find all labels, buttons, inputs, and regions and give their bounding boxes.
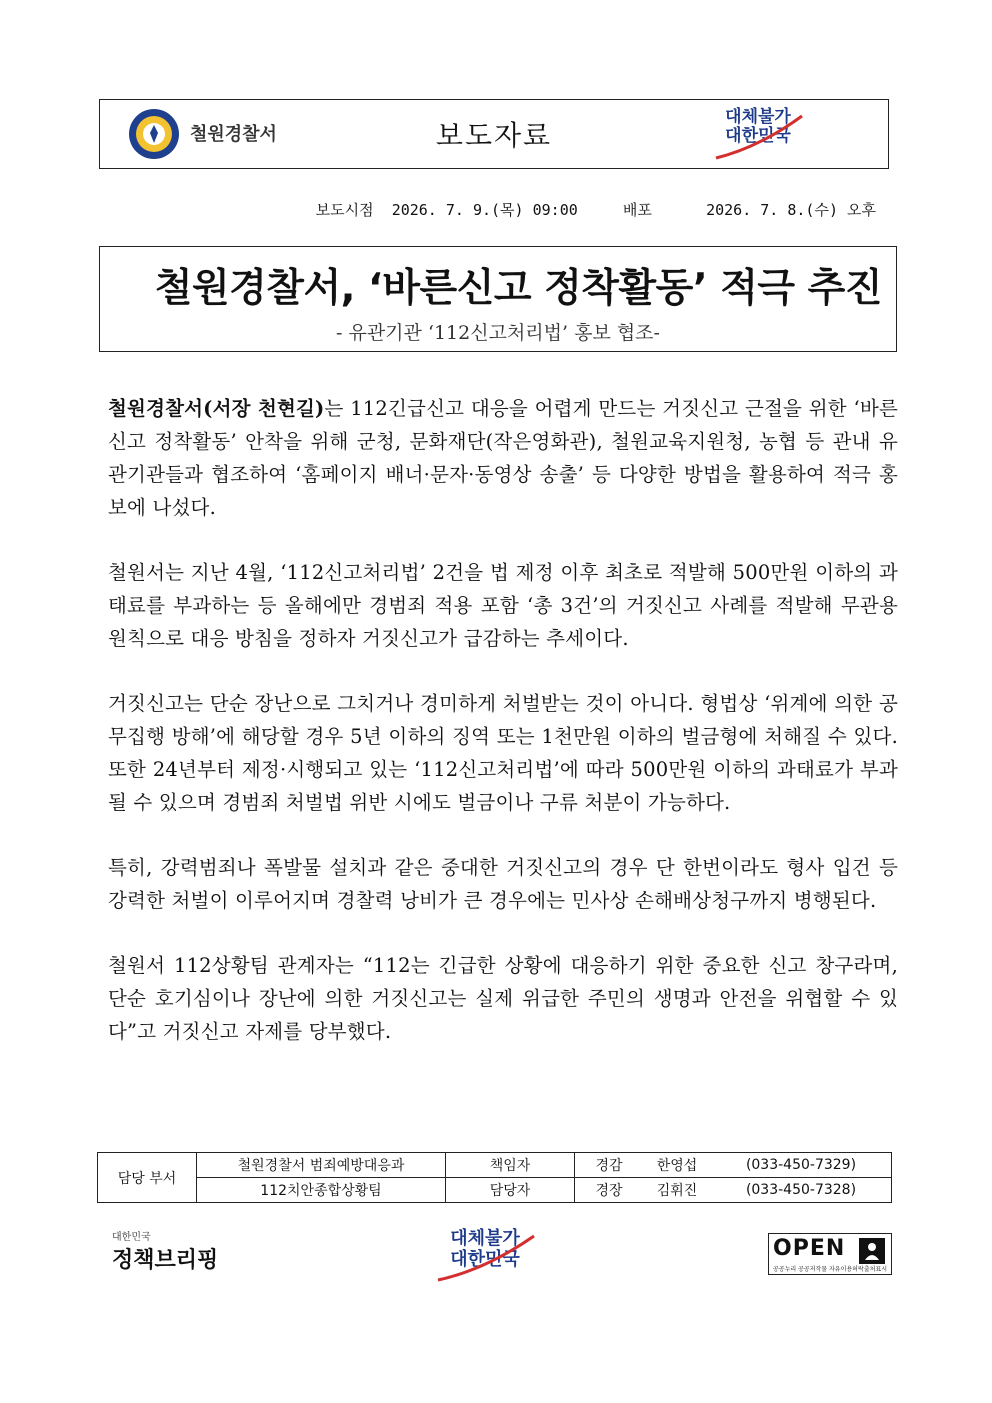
dept-label: 담당 부서 — [98, 1153, 197, 1203]
paragraph-4: 특히, 강력범죄나 폭발물 설치과 같은 중대한 거짓신고의 경우 단 한번이라도 형사 입건 등 강력한 처벌이 이루어지며 경찰력 낭비가 큰 경우에는 민사상 손해배상청구까지 병행된다. — [108, 856, 898, 912]
paragraph-3: 거짓신고는 단순 장난으로 그치거나 경미하게 처벌받는 것이 아니다. 형법상 ‘위계에 의한 공무집행 방해’에 해당할 경우 5년 이하의 징역 또는 1천만원 이하의 벌금형에 처해질 수 있다. 또한 24년부터 제정·시행되고 있는 ‘112신고처리법’에 따라 500만원 이하의 과태료가 부과될 수 있으며 경범죄 처벌법 위반 시에도 벌금이나 구류 처분이 가능하다. — [108, 692, 898, 814]
role-cell: 책임자 — [446, 1153, 575, 1178]
role-cell: 담당자 — [446, 1178, 575, 1203]
subheadline: - 유관기관 ‘112신고처리법’ 홍보 협조- — [336, 322, 660, 344]
doc-title: 보도자료 — [435, 119, 553, 152]
title-box — [99, 246, 897, 352]
briefing-small: 대한민국 — [112, 1232, 151, 1243]
slogan-line1: 대체불가 — [725, 107, 791, 127]
slogan-logo — [708, 108, 808, 162]
distribution-label: 배포 — [622, 201, 652, 219]
slogan-arc-icon — [708, 108, 808, 162]
name-cell: 한영섭 — [643, 1153, 711, 1178]
table-row — [98, 1178, 892, 1203]
open-license-badge — [768, 1233, 892, 1275]
slogan-line2-footer: 대한민국 — [450, 1249, 520, 1270]
slogan-logo-footer — [430, 1228, 540, 1284]
attribution-label: 출처표시 — [863, 1266, 887, 1273]
briefing-big: 정책브리핑 — [112, 1248, 219, 1273]
release-time-label: 보도시점 — [315, 201, 374, 219]
open-label: OPEN — [773, 1236, 846, 1261]
header-box — [99, 99, 889, 169]
paragraph-1-text: 는 112긴급신고 대응을 어렵게 만드는 거짓신고 근절을 위한 ‘바른신고 정착활동’ 안착을 위해 군청, 문화재단(작은영화관), 철원교육지원청, 농협 등 관내 유관기관들과 협조하여 ‘홈페이지 배너·문자·동영상 송출’ 등 다양한 방법을 활용하여 적극 홍보에 나섰다. — [108, 397, 898, 519]
slogan-line1-footer: 대체불가 — [450, 1228, 520, 1249]
paragraph-5: 철원서 112상황팀 관계자는 “112는 긴급한 상황에 대응하기 위한 중요한 신고 창구라며, 단순 호기심이나 장난에 의한 거짓신고는 실제 위급한 주민의 생명과 안전을 위협할 수 있다”고 거짓신고 자제를 당부했다. — [108, 954, 898, 1043]
contact-table — [97, 1152, 892, 1203]
phone-cell: (033-450-7329) — [711, 1153, 892, 1178]
policy-briefing-logo — [112, 1228, 218, 1274]
paragraph-2: 철원서는 지난 4월, ‘112신고처리법’ 2건을 법 제정 이후 최초로 적발해 500만원 이하의 과태료를 부과하는 등 올해에만 경범죄 적용 포함 ‘총 3건’의 거짓신고 사례를 적발해 무관용 원칙으로 대응 방침을 정하자 거짓신고가 급감하는 추세이다. — [108, 561, 898, 650]
slogan-line2: 대한민국 — [725, 126, 791, 146]
slogan-arc-icon — [430, 1228, 540, 1284]
dept-line1: 철원경찰서 범죄예방대응과 — [197, 1153, 446, 1178]
paragraph-1-lead: 철원경찰서(서장 천현길) — [108, 397, 325, 420]
release-time-value: 2026. 7. 9.(목) 09:00 — [391, 201, 578, 219]
open-subtext: 공공누리 공공저작물 자유이용허락 — [773, 1266, 864, 1273]
table-row — [98, 1153, 892, 1178]
dept-line2: 112치안종합상황팀 — [197, 1178, 446, 1203]
rank-cell: 경감 — [575, 1153, 644, 1178]
name-cell: 김휘진 — [643, 1178, 711, 1203]
distribution-value: 2026. 7. 8.(수) 오후 — [706, 201, 876, 219]
paragraph-1 — [108, 392, 898, 524]
phone-cell: (033-450-7328) — [711, 1178, 892, 1203]
station-name: 철원경찰서 — [190, 124, 277, 145]
headline: 철원경찰서, ‘바른신고 정착활동’ 적극 추진 — [154, 266, 882, 311]
attribution-icon — [859, 1238, 885, 1264]
article-body — [108, 392, 898, 1080]
release-info — [316, 199, 876, 220]
rank-cell: 경장 — [575, 1178, 644, 1203]
